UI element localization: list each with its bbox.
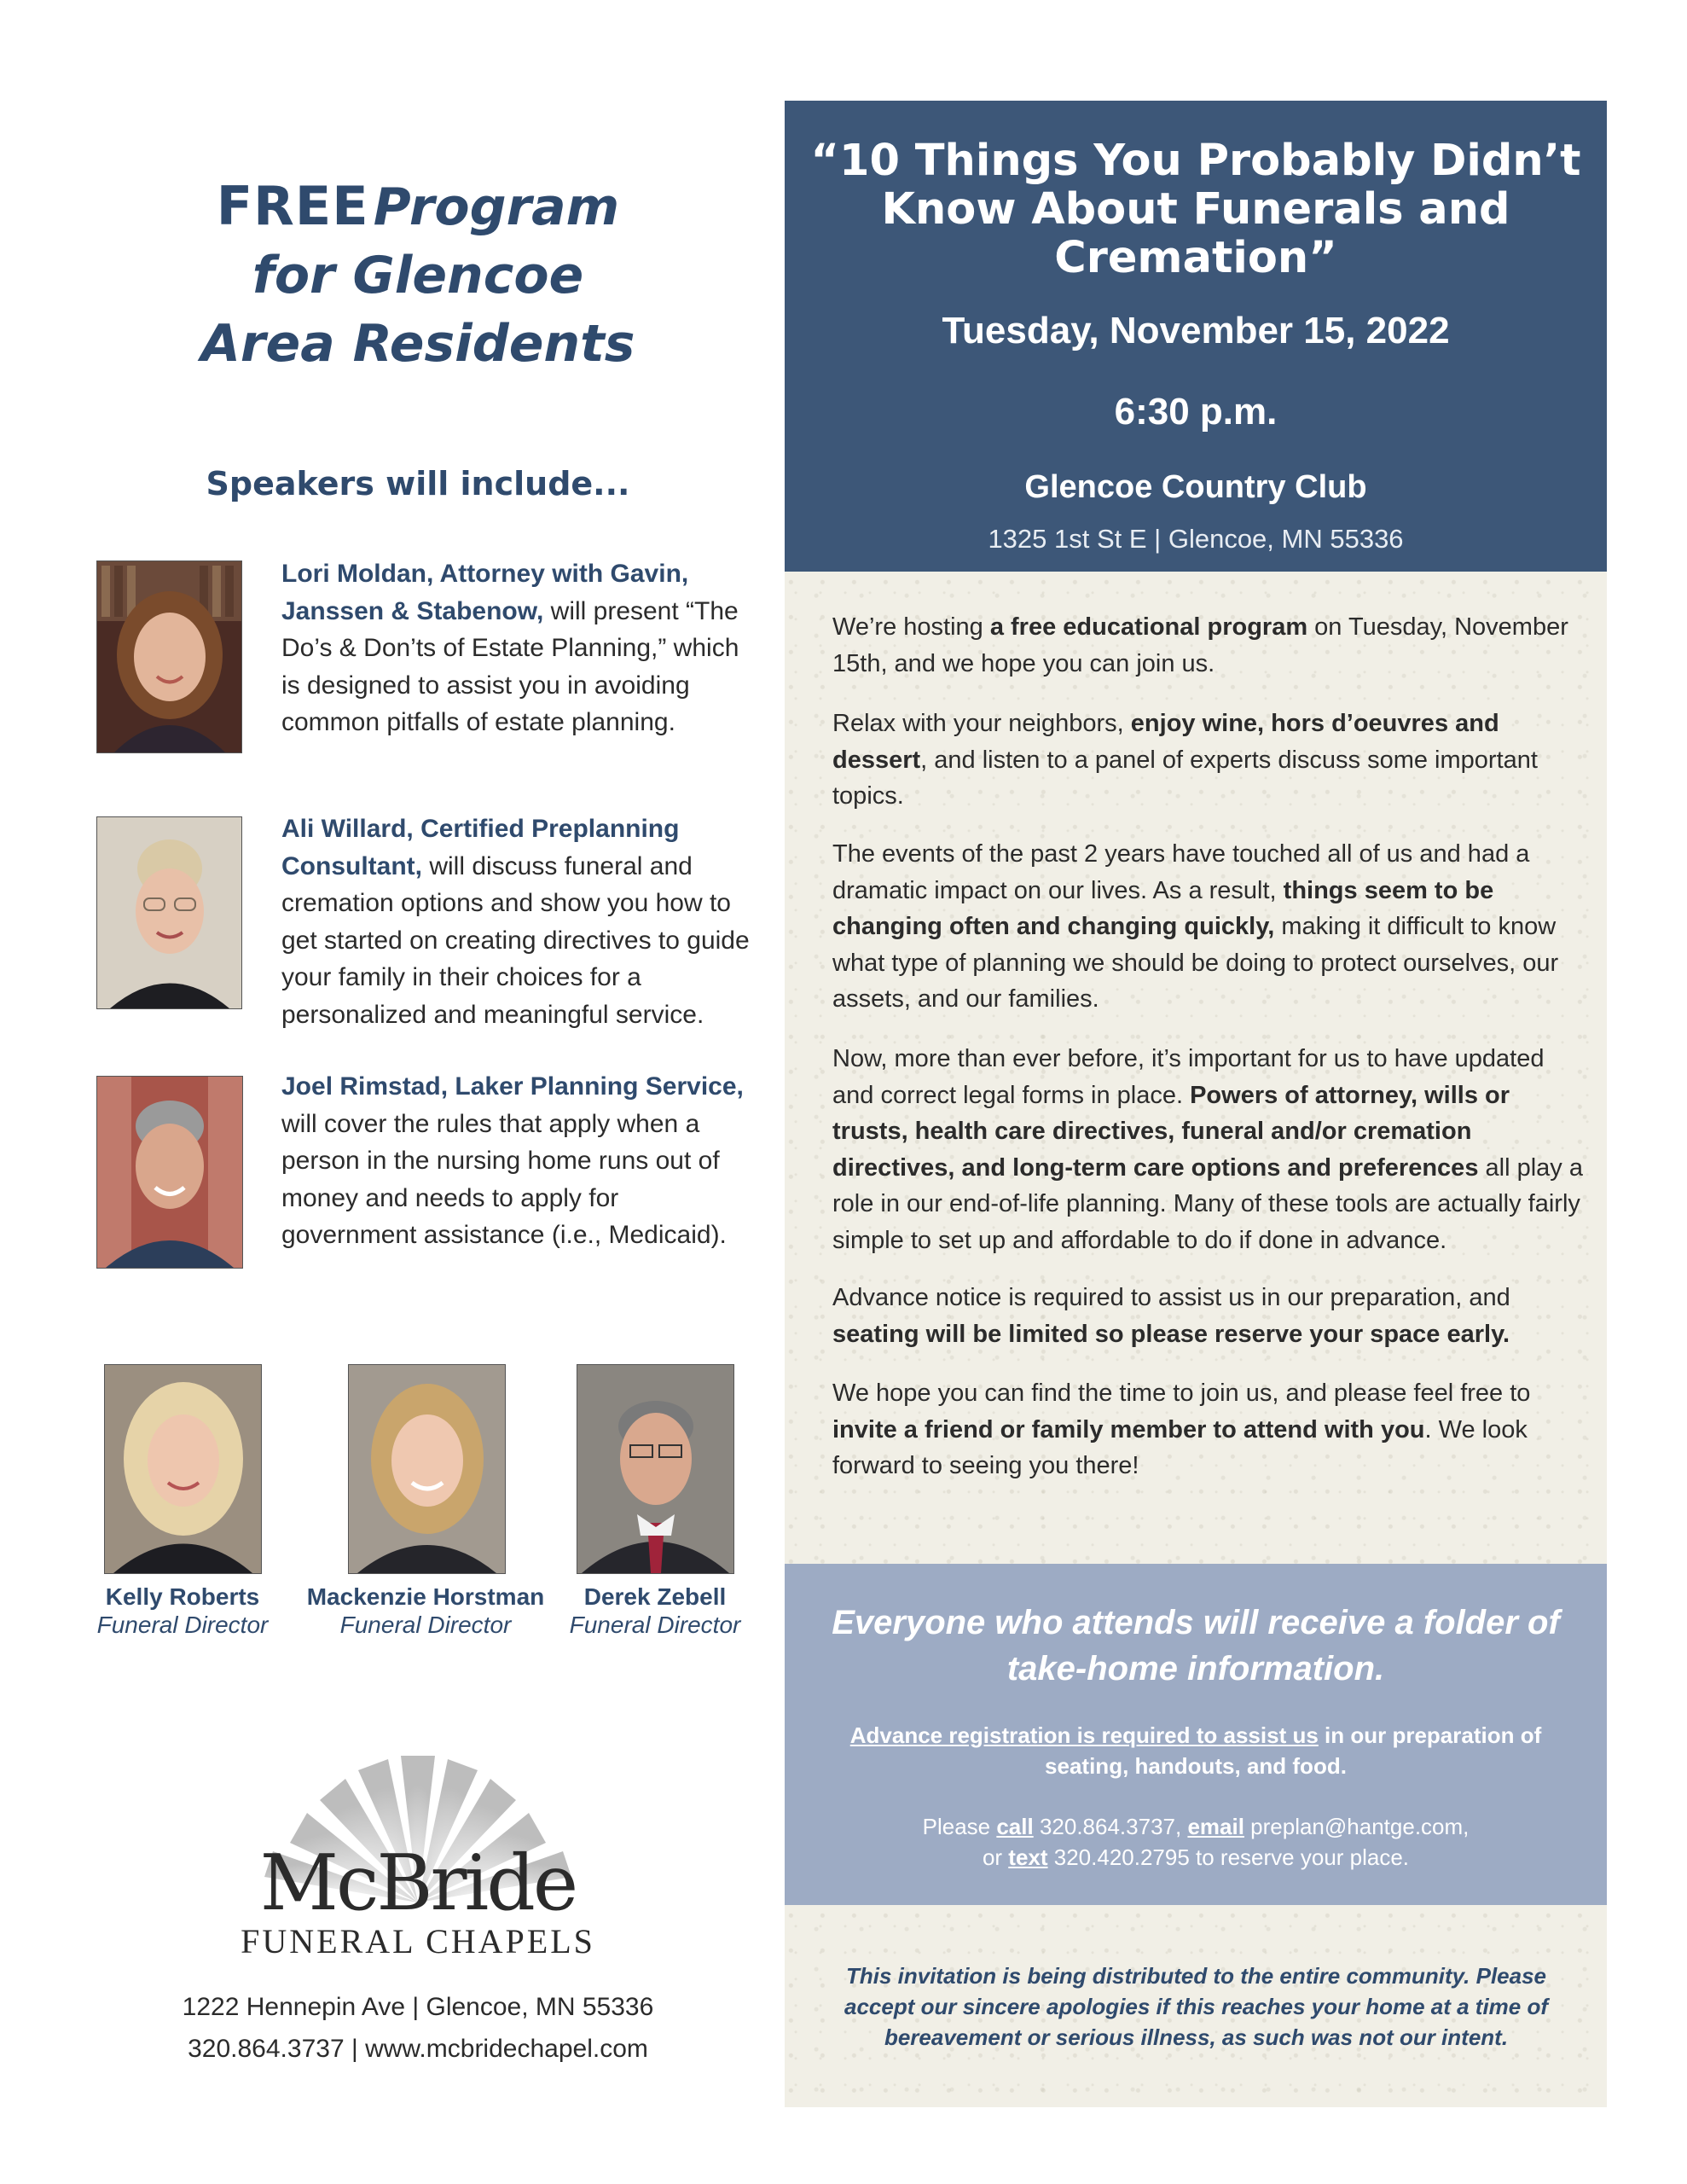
director-photo-derek-zebell bbox=[577, 1364, 734, 1574]
email-link[interactable]: email bbox=[1187, 1814, 1244, 1839]
speaker-description: will discuss funeral and cremation options and show you how to get started on creating directives to guide your family in their choices for a personalized and meaningful service. bbox=[281, 851, 750, 1029]
registration-note bbox=[836, 1720, 1556, 1781]
title-line-3: Area Residents bbox=[200, 314, 635, 375]
text-run-bold: enjoy wine, hors d’oeuvres and dessert bbox=[832, 710, 1499, 774]
call-link[interactable]: call bbox=[996, 1814, 1034, 1839]
text-run-bold: seating will be limited so please reserve your space early. bbox=[832, 1320, 1510, 1348]
event-time: 6:30 p.m. bbox=[1114, 391, 1278, 433]
callout-panel bbox=[785, 1564, 1607, 1905]
text-run: in our preparation of seating, handouts, and food. bbox=[1045, 1722, 1542, 1779]
event-title: “10 Things You Probably Didn’t Know About Funerals and Cremation” bbox=[810, 136, 1581, 283]
text-run-underlined: Advance registration is required to assist us bbox=[849, 1722, 1319, 1748]
body-paragraph-2 bbox=[832, 706, 1583, 815]
text-run: We’re hosting bbox=[832, 613, 990, 641]
speaker-joel-rimstad bbox=[281, 1068, 759, 1254]
director-role: Funeral Director bbox=[339, 1612, 512, 1638]
text-run-bold: things seem to be changing often and changing quickly, bbox=[832, 876, 1494, 940]
logo-subtitle: FUNERAL CHAPELS bbox=[241, 1922, 595, 1960]
speaker-photo-joel-rimstad bbox=[96, 1076, 243, 1269]
text-run: on Tuesday, November 15th, and we hope you can join us. bbox=[832, 613, 1568, 677]
title-line-2: for Glencoe bbox=[252, 246, 584, 306]
director-role: Funeral Director bbox=[96, 1612, 269, 1638]
speaker-name: Joel Rimstad, Laker Planning Service, bbox=[281, 1072, 744, 1101]
chapel-address: 1222 Hennepin Ave | Glencoe, MN 55336 bbox=[182, 1993, 654, 2021]
text-run: Now, more than ever before, it’s important for us to have updated and correct legal forms in place. bbox=[832, 1045, 1545, 1109]
director-photo-kelly-roberts bbox=[104, 1364, 262, 1574]
body-paragraph-5 bbox=[832, 1280, 1583, 1352]
body-paragraph-4 bbox=[832, 1041, 1583, 1258]
speaker-name: Lori Moldan, Attorney with Gavin, Janssen & Stabenow, bbox=[281, 560, 689, 625]
program-title bbox=[154, 175, 682, 375]
director-kelly-roberts bbox=[72, 1583, 293, 1639]
contact-info bbox=[836, 1811, 1556, 1873]
speaker-photo-lori-moldan bbox=[96, 561, 242, 753]
event-venue-address: 1325 1st St E | Glencoe, MN 55336 bbox=[988, 524, 1404, 554]
chapel-phone-website: 320.864.3737 | www.mcbridechapel.com bbox=[188, 2035, 648, 2063]
body-paragraph-1 bbox=[832, 609, 1583, 682]
text-run: The events of the past 2 years have touched all of us and had a dramatic impact on our lives. As a result, bbox=[832, 840, 1530, 904]
speaker-photo-ali-willard bbox=[96, 816, 242, 1009]
body-paragraph-3 bbox=[832, 836, 1583, 1018]
director-name: Derek Zebell bbox=[583, 1583, 727, 1610]
speaker-ali-willard bbox=[281, 810, 759, 1033]
text-run: Please bbox=[922, 1814, 997, 1839]
text-run: 320.420.2795 to reserve your place. bbox=[1047, 1844, 1410, 1870]
director-role: Funeral Director bbox=[569, 1612, 741, 1638]
callout-headline: Everyone who attends will receive a folder of take-home information. bbox=[832, 1604, 1560, 1687]
text-run-bold: Powers of attorney, wills or trusts, health care directives, funeral and/or cremation directives, and long-term care options and preferences bbox=[832, 1081, 1510, 1182]
body-paragraph-6 bbox=[832, 1375, 1583, 1484]
director-name: Kelly Roberts bbox=[105, 1583, 260, 1610]
speakers-heading: Speakers will include... bbox=[206, 465, 630, 502]
speaker-description: will cover the rules that apply when a person in the nursing home runs out of money and needs to apply for government assistance (i.e., Medicaid). bbox=[281, 1109, 727, 1249]
director-name: Mackenzie Horstman bbox=[306, 1583, 545, 1610]
director-photo-mackenzie-horstman bbox=[348, 1364, 506, 1574]
speaker-description: will present “The Do’s & Don’ts of Estate Planning,” which is designed to assist you in avoiding common pitfalls of estate planning. bbox=[281, 596, 739, 736]
text-run: , and listen to a panel of experts discuss some important topics. bbox=[832, 746, 1538, 810]
text-link[interactable]: text bbox=[1008, 1844, 1048, 1870]
disclaimer-text: This invitation is being distributed to the entire community. Please accept our sincere apologies if this reaches your home at a time of bereavement or serious illness, as such was not our intent. bbox=[844, 1963, 1549, 2050]
text-run: preplan@hantge.com, bbox=[1244, 1814, 1470, 1839]
text-run: . We look forward to seeing you there! bbox=[832, 1415, 1528, 1479]
speaker-lori-moldan bbox=[281, 555, 759, 741]
text-run-bold: a free educational program bbox=[989, 613, 1308, 641]
text-run: Relax with your neighbors, bbox=[832, 710, 1131, 737]
event-venue: Glencoe Country Club bbox=[1024, 469, 1367, 505]
text-run: We hope you can find the time to join us, and please feel free to bbox=[832, 1380, 1531, 1407]
director-derek-zebell bbox=[544, 1583, 766, 1639]
logo-name: McBride bbox=[259, 1838, 577, 1928]
text-run: or bbox=[982, 1844, 1009, 1870]
director-mackenzie-horstman bbox=[302, 1583, 549, 1639]
event-header bbox=[785, 101, 1607, 572]
text-run-bold: invite a friend or family member to attend with you bbox=[832, 1415, 1425, 1443]
speaker-name: Ali Willard, Certified Preplanning Consultant, bbox=[281, 815, 680, 880]
text-run: all play a role in our end-of-life planning. Many of these tools are actually fairly simple to set up and affordable to do if done in advance. bbox=[832, 1153, 1583, 1254]
text-run: 320.864.3737, bbox=[1033, 1814, 1188, 1839]
text-run: making it difficult to know what type of planning we should be doing to protect ourselves, our assets, and our families. bbox=[832, 913, 1559, 1013]
text-run: Advance notice is required to assist us in our preparation, and bbox=[832, 1284, 1510, 1311]
title-free: FREE bbox=[216, 175, 369, 237]
title-program: Program bbox=[373, 177, 620, 237]
event-date: Tuesday, November 15, 2022 bbox=[942, 310, 1450, 351]
